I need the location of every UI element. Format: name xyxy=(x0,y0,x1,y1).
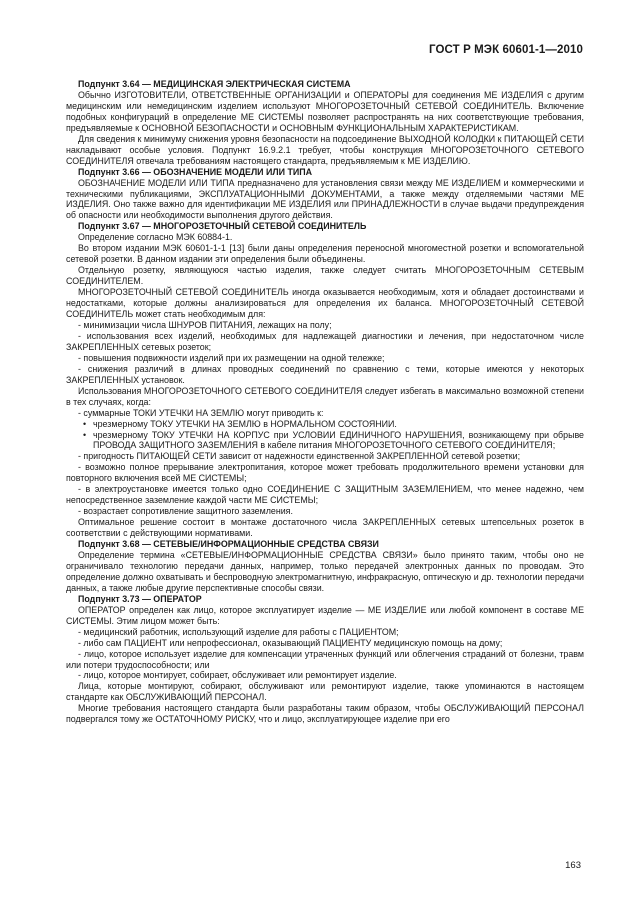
bullet-text: чрезмерному ТОКУ УТЕЧКИ НА КОРПУС при УСЛОВИИ ЕДИНИЧНОГО НАРУШЕНИЯ, возникающему при обрыве ПРОВОДА ЗАЩИТНОГО ЗАЗЕМЛЕНИЯ в кабеле питания МНОГОРОЗЕТОЧНОГО СЕТЕВОГО СОЕДИНИТЕЛЯ; xyxy=(93,429,584,451)
body-paragraph: - использования всех изделий, необходимых для надлежащей диагностики и лечения, при недостаточном числе ЗАКРЕПЛЕННЫХ сетевых розеток; xyxy=(66,330,584,352)
body-paragraph: - лицо, которое монтирует, собирает, обслуживает или ремонтирует изделие. xyxy=(78,670,397,681)
body-paragraph: Многие требования настоящего стандарта были разработаны таким образом, чтобы ОБСЛУЖИВАЮЩИЙ ПЕРСОНАЛ подвергался тому же ОСТАТОЧНОМУ РИСКУ, что и лицо, эксплуатирующее изделие при его xyxy=(66,703,584,725)
section-heading: Подпункт 3.66 — ОБОЗНАЧЕНИЕ МОДЕЛИ ИЛИ ТИПА xyxy=(78,166,313,177)
document-standard-id: ГОСТ Р МЭК 60601-1—2010 xyxy=(429,44,583,56)
body-paragraph: - суммарные ТОКИ УТЕЧКИ НА ЗЕМЛЮ могут приводить к: xyxy=(78,407,324,418)
body-paragraph: - либо сам ПАЦИЕНТ или непрофессионал, оказывающий ПАЦИЕНТУ медицинскую помощь на дому; xyxy=(78,637,503,648)
document-body xyxy=(66,79,584,725)
body-paragraph: - в электроустановке имеется только одно СОЕДИНЕНИЕ С ЗАЩИТНЫМ ЗАЗЕМЛЕНИЕМ, что менее надежно, чем непосредственное заземление каждой части МЕ СИСТЕМЫ; xyxy=(66,484,584,506)
body-paragraph: ОПЕРАТОР определен как лицо, которое эксплуатирует изделие — МЕ ИЗДЕЛИЕ или любой компонент в составе МЕ СИСТЕМЫ. Этим лицом может быть: xyxy=(66,604,584,626)
body-paragraph: Во втором издании МЭК 60601-1-1 [13] были даны определения переносной многоместной розетки и вспомогательной сетевой розетки. В данном издании эти определения были объединены. xyxy=(66,243,584,265)
bullet-text: чрезмерному ТОКУ УТЕЧКИ НА ЗЕМЛЮ в НОРМАЛЬНОМ СОСТОЯНИИ. xyxy=(93,418,397,429)
bullet-item xyxy=(83,419,584,430)
section-heading: Подпункт 3.73 — ОПЕРАТОР xyxy=(78,593,202,604)
bullet-item xyxy=(83,430,584,452)
body-paragraph: - снижения различий в длинах проводных соединений по сравнению с теми, которые имеются у некоторых ЗАКРЕПЛЕННЫХ установок. xyxy=(66,363,584,385)
body-paragraph: ОБОЗНАЧЕНИЕ МОДЕЛИ ИЛИ ТИПА предназначено для установления связи между МЕ ИЗДЕЛИЕМ и коммерческими и техническими публикациями, ЭКСПЛУАТАЦИОННЫМИ ДОКУМЕНТАМИ, а также между отделяемыми частями МЕ ИЗДЕЛИЯ. Оно также важно для идентификации МЕ ИЗДЕЛИЯ или ПРИНАДЛЕЖНОСТИ в случае выдачи предупреждения об опасности или необходимости выполнения другого действия. xyxy=(66,177,584,221)
body-paragraph: - возрастает сопротивление защитного заземления. xyxy=(78,506,293,517)
body-paragraph: Использования МНОГОРОЗЕТОЧНОГО СЕТЕВОГО СОЕДИНИТЕЛЯ следует избегать в максимально возможной степени в тех случаях, когда: xyxy=(66,385,584,407)
body-paragraph: МНОГОРОЗЕТОЧНЫЙ СЕТЕВОЙ СОЕДИНИТЕЛЬ иногда оказывается необходимым, хотя и обладает достоинствами и недостатками, которые должны анализироваться для определения их баланса. МНОГОРОЗЕТОЧНЫЙ СЕТЕВОЙ СОЕДИНИТЕЛЬ может стать необходимым для: xyxy=(66,287,584,320)
body-paragraph: - повышения подвижности изделий при их размещении на одной тележке; xyxy=(78,352,385,363)
body-paragraph: Определение согласно МЭК 60884-1. xyxy=(78,232,233,243)
body-paragraph: - медицинский работник, использующий изделие для работы с ПАЦИЕНТОМ; xyxy=(78,626,399,637)
bullet-dot: • xyxy=(83,418,87,429)
body-paragraph: - минимизации числа ШНУРОВ ПИТАНИЯ, лежащих на полу; xyxy=(78,319,332,330)
body-paragraph: - возможно полное прерывание электропитания, которое может требовать продолжительного времени установки для повторного включения всей МЕ СИСТЕМЫ; xyxy=(66,462,584,484)
body-paragraph: - пригодность ПИТАЮЩЕЙ СЕТИ зависит от надежности единственной ЗАКРЕПЛЕННОЙ сетевой розетки; xyxy=(78,451,521,462)
section-heading: Подпункт 3.68 — СЕТЕВЫЕ/ИНФОРМАЦИОННЫЕ СРЕДСТВА СВЯЗИ xyxy=(78,539,379,550)
section-heading: Подпункт 3.67 — МНОГОРОЗЕТОЧНЫЙ СЕТЕВОЙ СОЕДИНИТЕЛЬ xyxy=(78,221,367,232)
body-paragraph: Оптимальное решение состоит в монтаже достаточного числа ЗАКРЕПЛЕННЫХ сетевых штепсельных розеток в соответствии с действующими нормативами. xyxy=(66,517,584,539)
body-paragraph: Отдельную розетку, являющуюся частью изделия, также следует считать МНОГОРОЗЕТОЧНЫМ СЕТЕВЫМ СОЕДИНИТЕЛЕМ. xyxy=(66,265,584,287)
body-paragraph: Лица, которые монтируют, собирают, обслуживают или ремонтируют изделие, также упоминаются в настоящем стандарте как ОБСЛУЖИВАЮЩИЙ ПЕРСОНАЛ. xyxy=(66,681,584,703)
page-number: 163 xyxy=(565,860,581,871)
body-paragraph: - лицо, которое использует изделие для компенсации утраченных функций или облегчения страданий от болезни, травм или потери трудоспособности; или xyxy=(66,648,584,670)
body-paragraph: Для сведения к минимуму снижения уровня безопасности на подсоединение ВЫХОДНОЙ КОЛОДКИ к ПИТАЮЩЕЙ СЕТИ накладывают особые условия. Подпункт 16.9.2.1 требует, чтобы конструкция МНОГОРОЗЕТОЧНОГО СЕТЕВОГО СОЕДИНИТЕЛЯ отвечала требованиям настоящего стандарта, предъявляемым к МЕ ИЗДЕЛИЮ. xyxy=(66,133,584,166)
body-paragraph: Определение термина «СЕТЕВЫЕ/ИНФОРМАЦИОННЫЕ СРЕДСТВА СВЯЗИ» было принято таким, чтобы оно не ограничивало технологию передачи данных, например, только передачей электронных данных по проводам. Это определение должно охватывать и беспроводную электромагнитную, инфракрасную, оптическую и др. технологии передачи данных, а также любые другие перспективные способы связи. xyxy=(66,549,584,593)
bullet-dot: • xyxy=(83,429,87,440)
body-paragraph: Обычно ИЗГОТОВИТЕЛИ, ОТВЕТСТВЕННЫЕ ОРГАНИЗАЦИИ и ОПЕРАТОРЫ для соединения МЕ ИЗДЕЛИЯ с другим медицинским или немедицинским изделием используют МНОГОРОЗЕТОЧНЫЙ СЕТЕВОЙ СОЕДИНИТЕЛЬ. Включение подобных конфигураций в определение МЕ СИСТЕМЫ позволяет распространять на них соответствующие требования, предъявляемые к ОСНОВНОЙ БЕЗОПАСНОСТИ и ОСНОВНЫМ ФУНКЦИОНАЛЬНЫМ ХАРАКТЕРИСТИКАМ. xyxy=(66,89,584,133)
section-heading: Подпункт 3.64 — МЕДИЦИНСКАЯ ЭЛЕКТРИЧЕСКАЯ СИСТЕМА xyxy=(78,79,351,89)
